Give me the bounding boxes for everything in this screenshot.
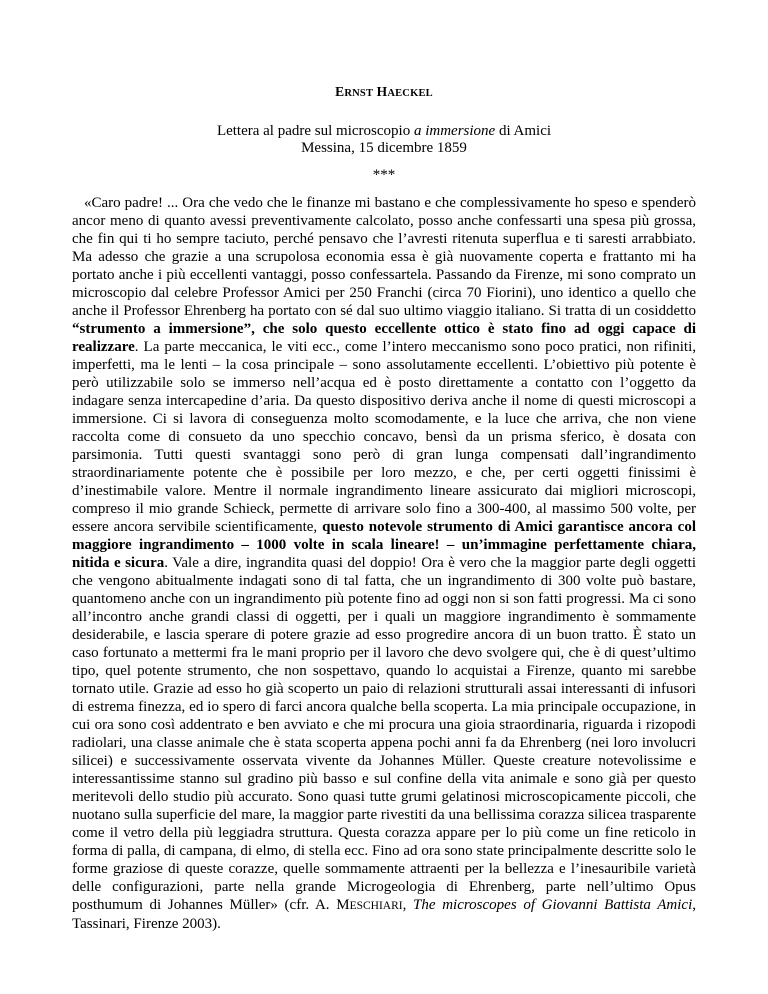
author-first-initial: E [335,84,345,99]
citation-title: The microscopes of Giovanni Battista Amici [413,897,693,913]
title-italic: a immersione [413,123,496,139]
document-title [0,122,768,140]
dateline: Messina, 15 dicembre 1859 [301,140,467,156]
citation-author-initial: M [336,897,350,913]
letter-bold-2: questo notevole strumento di Amici garantisce ancora col maggiore ingrandimento – 1000 volte in scala lineare! – un’immagine perfettamente chiara, nitida e sicura [72,519,697,571]
author-last-initial: H [376,84,388,99]
letter-body [72,194,696,933]
citation-separator: , [402,897,414,913]
author-name [0,84,768,102]
letter-bold-1: “strumento a immersione”, che solo questo eccellente ottico è stato fino ad oggi capace di realizzare [72,321,696,355]
section-separator: *** [372,167,396,183]
letter-text-3: . Vale a dire, ingrandita quasi del doppio! Ora è vero che la maggior parte degli oggetti che vengono abitualmente indagati sono di tal fatta, che un ingrandimento di 300 volte può bastare, quantomeno anche con un ingrandimento più potente fino ad oggi non si son fatti progressi. Ma ci sono all’incontro anche grandi classi di oggetti, per i quali un maggiore ingrandimento è sommamente desiderabile, e lascia sperare di potere grazie ad esso progredire ancora di un buon tratto. È stato un caso fortunato a mettermi fra le mani proprio per il lavoro che devo svolgere qui, che è di quest’ultimo tipo, quel potente strumento, che non sospettavo, quando lo acquistai a Firenze, quanto mi sarebbe tornato utile. Grazie ad esso ho già scoperto un paio di relazioni strutturali assai interessanti di infusori di estrema finezza, ed io spero di farci ancora qualche bella scoperta. La mia principale occupazione, in cui ora sono così addentrato e ben avviato e che mi procura una gioia straordinaria, riguarda i rizopodi radiolari, una classe animale che è stata scoperta appena pochi anni fa da Ehrenberg (nei loro involucri silicei) e successivamente osservata vivente da Johannes Müller. Queste creature notevolissime e interessantissime stanno sul gradino più basso e sul confine della vita animale e sono già per questo meritevoli dello studio più accurato. Sono quasi tutte grumi gelatinosi microscopicamente piccoli, che nuotano sulla superficie del mare, la maggior parte rivestiti da una bellissima corazza silicea trasparente come il vetro della più leggiadra struttura. Questa corazza appare per lo più come un fine reticolo in forma di palla, di campana, di elmo, di stella ecc. Fino ad ora sono state principalmente descritte solo le forme graziose di queste corazze, quelle sommamente attraenti per la bellezza e l’inesauribile varietà delle configurazioni, parte nella grande Microgeologia di Ehrenberg, parte nell’ultimo Opus posthumum di Johannes Müller» (cfr. A. [72,555,696,913]
author-first-rest: RNST [344,88,374,99]
citation-tail: , Tassinari, Firenze 2003). [72,897,697,932]
letter-text-2: . La parte meccanica, le viti ecc., come l’intero meccanismo sono poco pratici, non rifiniti, imperfetti, ma le lenti – la cosa principale – sono assolutamente eccellenti. L’obiettivo più potente è però utilizzabile solo se immerso nell’acqua ed è posto direttamente a contatto con l’oggetto da indagare senza intercapedine d’aria. Da questo dispositivo deriva anche il nome di questi microscopi a immersione. Ci si lavora di conseguenza molto scomodamente, e la luce che arriva, che non viene raccolta come di consueto da uno specchio concavo, bensì da un prisma sferico, è dosata con parsimonia. Tutti questi svantaggi sono però di gran lunga compensati dall’ingrandimento straordinariamente potente che è possibile per loro mezzo, e che, per certi oggetti finissimi è d’inestimabile valore. Mentre il normale ingrandimento lineare assicurato dai migliori microscopi, compreso il mio grande Schieck, permette di arrivare solo fino a 300-400, al massimo 500 volte, per essere ancora servibile scientificamente, [72,339,696,535]
title-suffix: di Amici [495,123,552,139]
letter-text-1: «Caro padre! ... Ora che vedo che le finanze mi bastano e che complessivamente ho speso e spenderò ancor meno di quanto avessi preventivamente calcolato, posso anche confessarti una spesa più grossa, che fin qui ti ho sempre taciuto, perché pensavo che l’avresti ritenuta superflua e ti saresti arrabbiato. Ma adesso che grazie a una scrupolosa economia essa è già nuovamente coperta e frattanto mi ha portato anche i più eccellenti vantaggi, posso confessartela. Passando da Firenze, mi sono comprato un microscopio dal celebre Professor Amici per 250 Franchi (circa 70 Fiorini), uno identico a quello che anche il Professor Ehrenberg ha portato con sé dal suo ultimo viaggio italiano. Si tratta di un cosiddetto [72,195,696,319]
author-last-rest: AECKEL [387,88,433,99]
citation-author-rest: ESCHIARI [349,900,403,912]
title-prefix: Lettera al padre sul microscopio [216,123,414,139]
